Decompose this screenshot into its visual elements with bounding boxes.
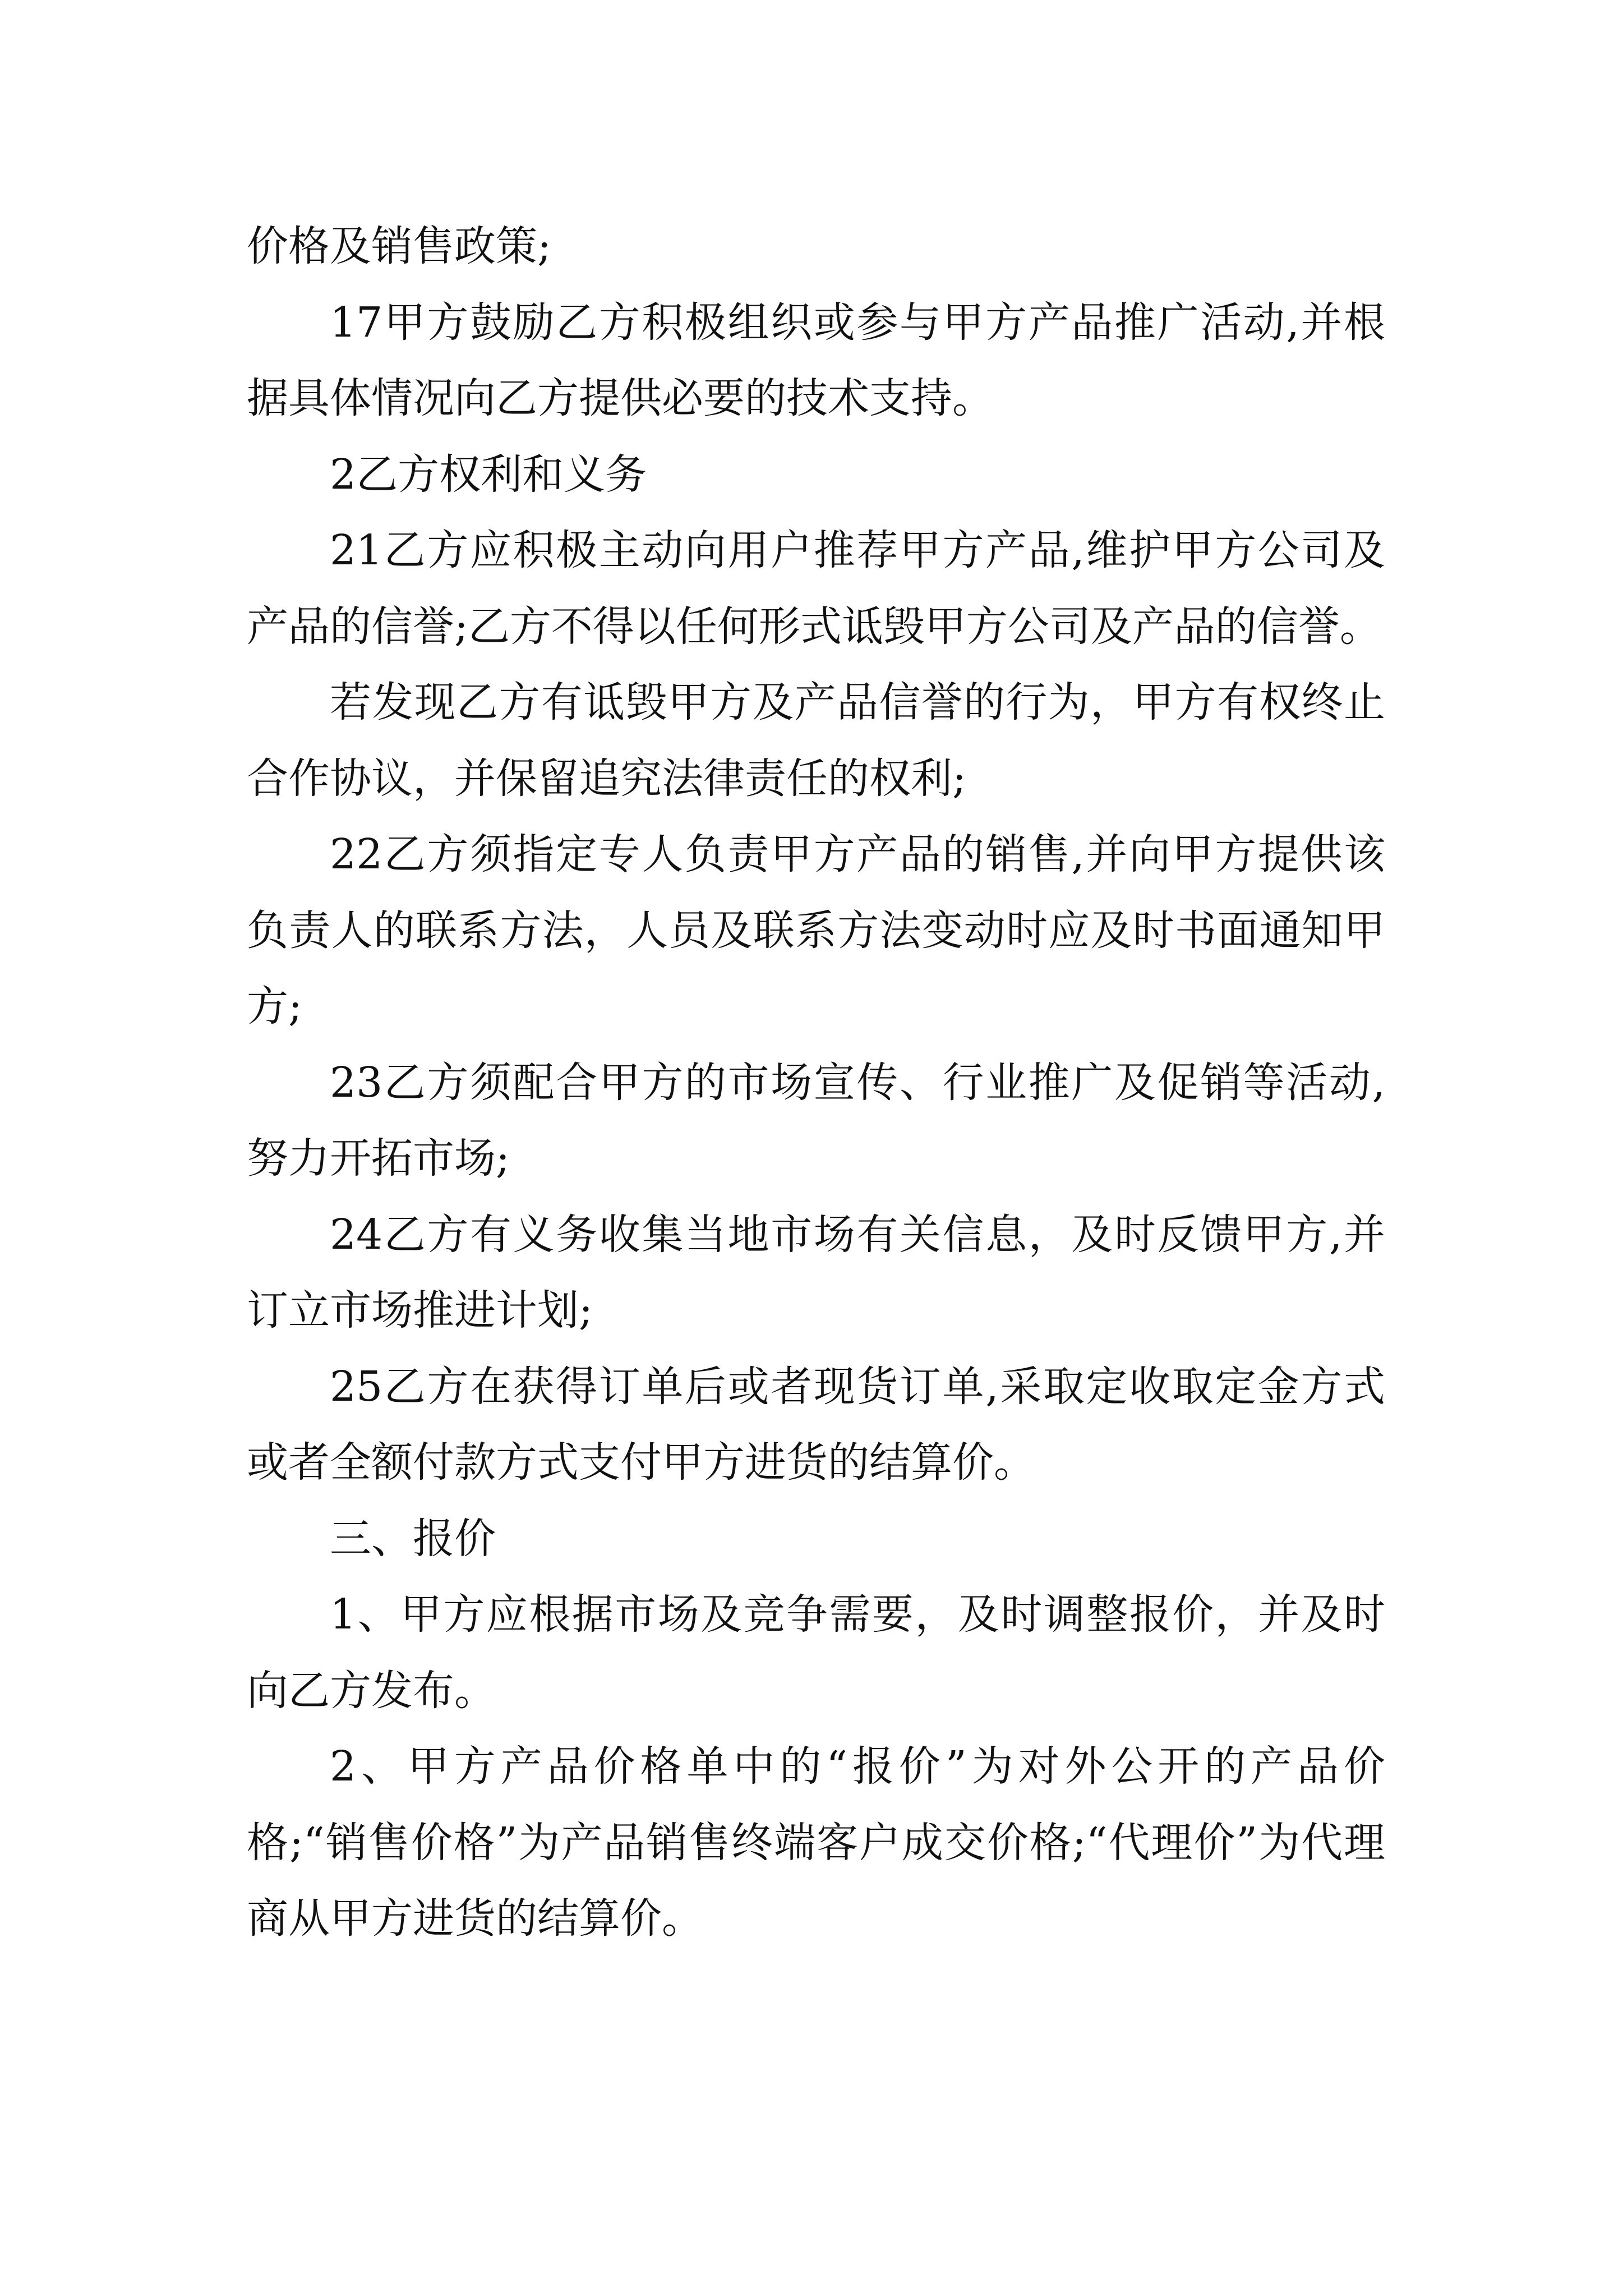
paragraph-pricing-policy-continued: 价格及销售政策; [247,222,551,270]
section-heading-quotation: 三、报价 [330,1514,496,1563]
paragraph-clause-25: 25乙方在获得订单后或者现货订单,采取定收取定金方式或者全额付款方式支付甲方进货的结算价。 [247,1362,1385,1487]
paragraph-clause-22: 22乙方须指定专人负责甲方产品的销售,并向甲方提供该负责人的联系方法，人员及联系方法变动时应及时书面通知甲方; [247,830,1385,1030]
section-heading-party-b-rights: 2乙方权利和义务 [330,450,647,499]
paragraph-quotation-item-1: 1、甲方应根据市场及竞争需要，及时调整报价，并及时向乙方发布。 [247,1590,1385,1715]
paragraph-clause-17: 17甲方鼓励乙方积极组织或参与甲方产品推广活动,并根据具体情况向乙方提供必要的技术支持。 [247,298,1385,422]
paragraph-quotation-item-2: 2、甲方产品价格单中的“报价”为对外公开的产品价格;“销售价格”为产品销售终端客户成交价格;“代理价”为代理商从甲方进货的结算价。 [247,1742,1385,1943]
paragraph-clause-24: 24乙方有义务收集当地市场有关信息，及时反馈甲方,并订立市场推进计划; [247,1210,1385,1335]
paragraph-clause-21: 21乙方应积极主动向用户推荐甲方产品,维护甲方公司及产品的信誉;乙方不得以任何形式诋毁甲方公司及产品的信誉。 [247,526,1385,651]
document-body [247,209,1385,1957]
paragraph-clause-23: 23乙方须配合甲方的市场宣传、行业推广及促销等活动,努力开拓市场; [247,1058,1385,1182]
paragraph-defamation-termination: 若发现乙方有诋毁甲方及产品信誉的行为，甲方有权终止合作协议，并保留追究法律责任的权利; [247,678,1385,803]
